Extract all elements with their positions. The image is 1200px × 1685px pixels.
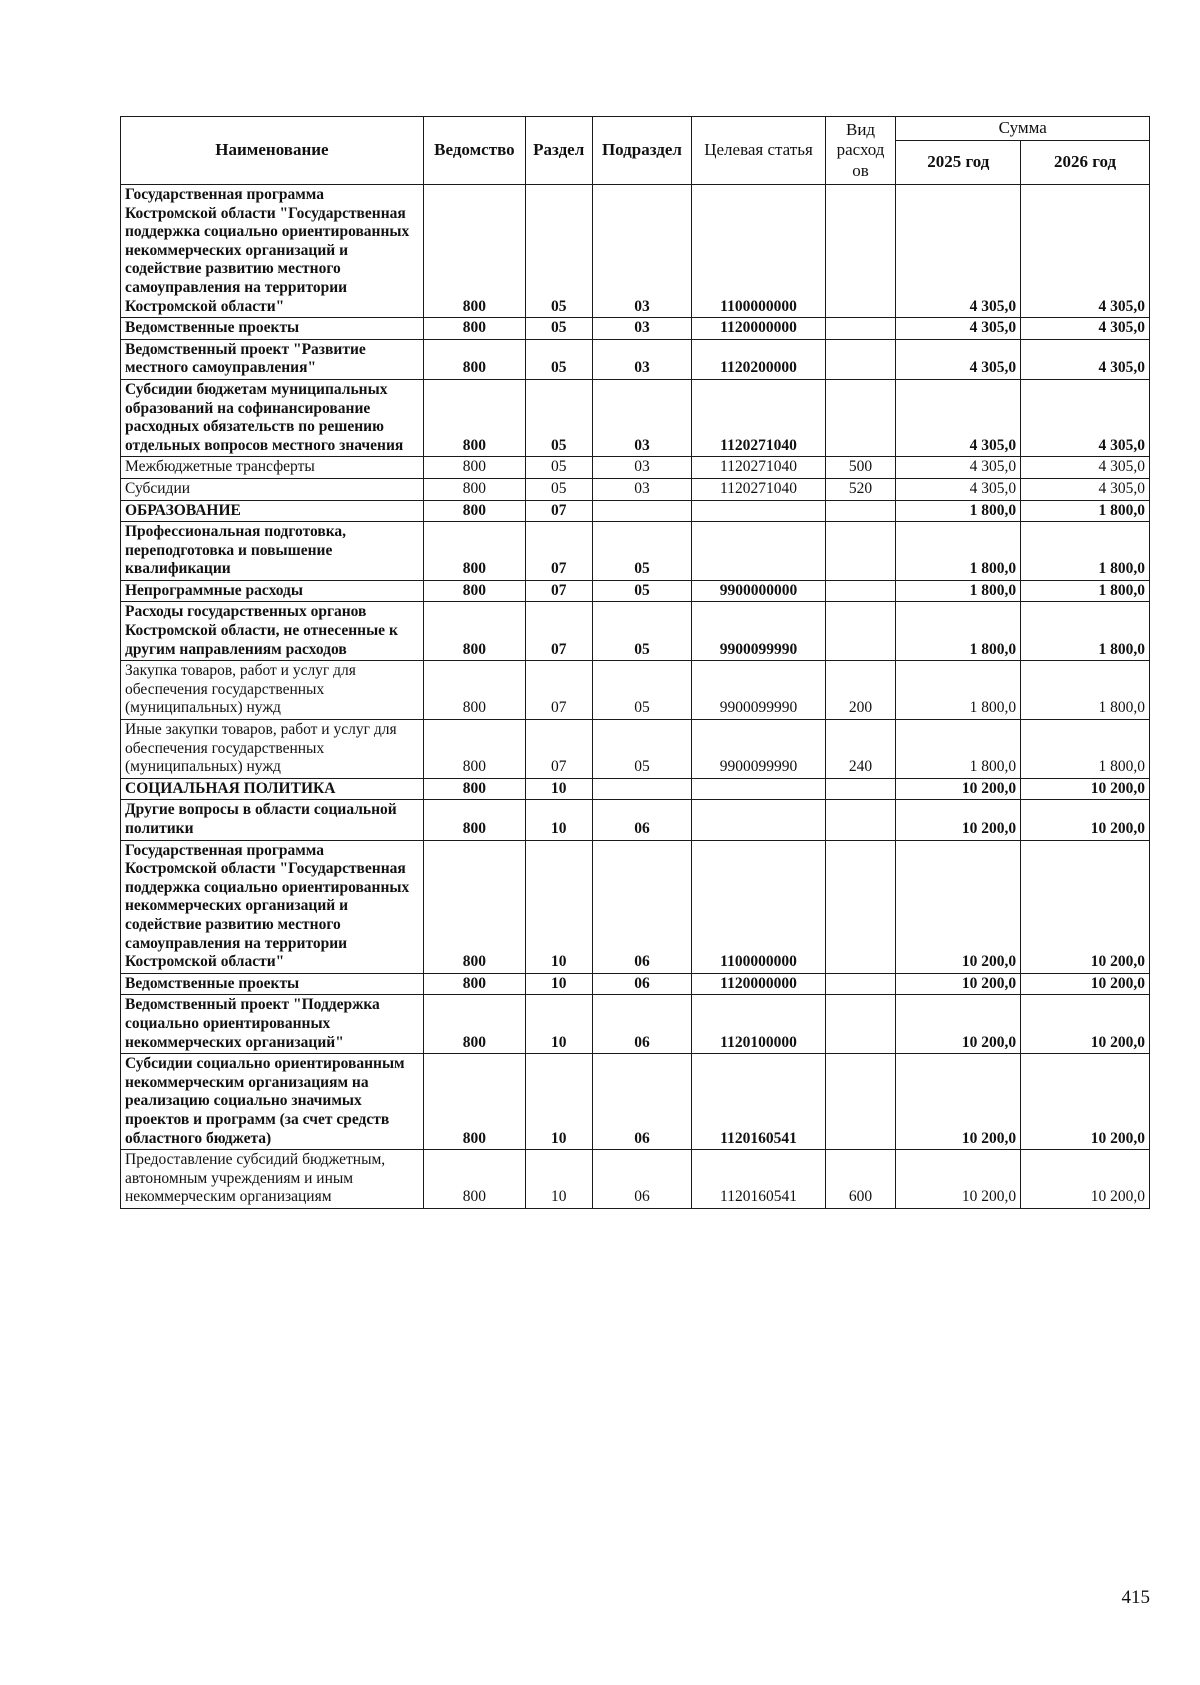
row-name: Субсидии	[121, 478, 424, 500]
header-subsection: Подраздел	[592, 117, 692, 185]
table-row	[121, 778, 1150, 800]
row-amount-2026: 4 305,0	[1021, 379, 1150, 456]
header-year-2026: 2026 год	[1021, 141, 1150, 185]
row-amount-2025: 1 800,0	[896, 522, 1021, 581]
header-section: Раздел	[525, 117, 592, 185]
row-amount-2026: 10 200,0	[1021, 1054, 1150, 1150]
row-exp-type: 240	[825, 720, 896, 779]
row-exp-type: 600	[825, 1150, 896, 1209]
row-amount-2026: 1 800,0	[1021, 500, 1150, 522]
row-exp-type	[825, 1054, 896, 1150]
row-subsection: 06	[592, 840, 692, 973]
row-section: 05	[525, 318, 592, 340]
row-name: Ведомственные проекты	[121, 973, 424, 995]
row-name: Государственная программа Костромской области "Государственная поддержка социально ориентированных некоммерческих организаций и содействие развитию местного самоуправления на территории Костромской области"	[121, 840, 424, 973]
row-exp-type	[825, 379, 896, 456]
row-amount-2025: 1 800,0	[896, 580, 1021, 602]
row-target: 1100000000	[692, 840, 825, 973]
row-section: 05	[525, 185, 592, 318]
row-amount-2026: 10 200,0	[1021, 840, 1150, 973]
row-target: 1120271040	[692, 457, 825, 479]
row-dept: 800	[423, 478, 525, 500]
row-subsection	[592, 778, 692, 800]
row-subsection: 05	[592, 661, 692, 720]
row-exp-type	[825, 500, 896, 522]
table-row	[121, 661, 1150, 720]
header-target: Целевая статья	[692, 117, 825, 185]
row-name: ОБРАЗОВАНИЕ	[121, 500, 424, 522]
row-dept: 800	[423, 840, 525, 973]
row-subsection: 03	[592, 379, 692, 456]
row-dept: 800	[423, 580, 525, 602]
row-amount-2026: 4 305,0	[1021, 339, 1150, 379]
row-name: Расходы государственных органов Костромской области, не отнесенные к другим направлениям расходов	[121, 602, 424, 661]
row-subsection: 06	[592, 1054, 692, 1150]
row-subsection: 03	[592, 339, 692, 379]
row-section: 07	[525, 522, 592, 581]
table-row	[121, 1054, 1150, 1150]
row-target: 1100000000	[692, 185, 825, 318]
row-amount-2025: 10 200,0	[896, 995, 1021, 1054]
row-target	[692, 522, 825, 581]
row-exp-type	[825, 973, 896, 995]
row-name: Ведомственный проект "Поддержка социально ориентированных некоммерческих организаций"	[121, 995, 424, 1054]
row-amount-2026: 10 200,0	[1021, 800, 1150, 840]
table-row	[121, 379, 1150, 456]
row-dept: 800	[423, 661, 525, 720]
header-sum: Сумма	[896, 117, 1150, 141]
row-amount-2026: 4 305,0	[1021, 457, 1150, 479]
row-section: 05	[525, 339, 592, 379]
row-exp-type	[825, 602, 896, 661]
row-dept: 800	[423, 339, 525, 379]
row-amount-2026: 10 200,0	[1021, 1150, 1150, 1209]
row-amount-2026: 1 800,0	[1021, 602, 1150, 661]
row-amount-2026: 4 305,0	[1021, 478, 1150, 500]
row-amount-2026: 1 800,0	[1021, 580, 1150, 602]
table-row	[121, 800, 1150, 840]
row-target: 1120100000	[692, 995, 825, 1054]
table-row	[121, 720, 1150, 779]
table-row	[121, 602, 1150, 661]
row-amount-2025: 10 200,0	[896, 778, 1021, 800]
row-target: 1120271040	[692, 478, 825, 500]
row-target	[692, 500, 825, 522]
row-amount-2025: 10 200,0	[896, 973, 1021, 995]
row-section: 07	[525, 661, 592, 720]
row-subsection: 06	[592, 973, 692, 995]
row-amount-2025: 10 200,0	[896, 800, 1021, 840]
row-name: Субсидии бюджетам муниципальных образований на софинансирование расходных обязательств по решению отдельных вопросов местного значения	[121, 379, 424, 456]
table-row	[121, 318, 1150, 340]
header-exp-type: Вид расход ов	[825, 117, 896, 185]
row-section: 10	[525, 1054, 592, 1150]
row-amount-2026: 4 305,0	[1021, 185, 1150, 318]
row-dept: 800	[423, 522, 525, 581]
row-subsection: 05	[592, 720, 692, 779]
row-target: 1120000000	[692, 973, 825, 995]
row-subsection: 06	[592, 1150, 692, 1209]
row-exp-type	[825, 840, 896, 973]
row-name: Другие вопросы в области социальной политики	[121, 800, 424, 840]
row-dept: 800	[423, 318, 525, 340]
row-exp-type	[825, 580, 896, 602]
row-name: Субсидии социально ориентированным некоммерческим организациям на реализацию социально значимых проектов и программ (за счет средств областного бюджета)	[121, 1054, 424, 1150]
table-row	[121, 995, 1150, 1054]
row-section: 10	[525, 800, 592, 840]
table-row	[121, 973, 1150, 995]
row-target: 1120160541	[692, 1054, 825, 1150]
row-subsection	[592, 500, 692, 522]
budget-table	[120, 116, 1150, 1209]
row-amount-2026: 10 200,0	[1021, 778, 1150, 800]
row-amount-2025: 4 305,0	[896, 457, 1021, 479]
row-section: 05	[525, 457, 592, 479]
row-subsection: 05	[592, 522, 692, 581]
table-row	[121, 840, 1150, 973]
header-year-2025: 2025 год	[896, 141, 1021, 185]
row-section: 10	[525, 995, 592, 1054]
row-subsection: 06	[592, 800, 692, 840]
row-section: 07	[525, 580, 592, 602]
row-dept: 800	[423, 800, 525, 840]
row-name: Государственная программа Костромской области "Государственная поддержка социально ориентированных некоммерческих организаций и содействие развитию местного самоуправления на территории Костромской области"	[121, 185, 424, 318]
row-section: 05	[525, 379, 592, 456]
row-amount-2026: 1 800,0	[1021, 522, 1150, 581]
header-name: Наименование	[121, 117, 424, 185]
table-body	[121, 185, 1150, 1209]
row-section: 07	[525, 602, 592, 661]
page-number: 415	[1121, 1587, 1150, 1608]
table-row	[121, 580, 1150, 602]
row-target: 1120160541	[692, 1150, 825, 1209]
row-exp-type: 200	[825, 661, 896, 720]
row-dept: 800	[423, 500, 525, 522]
row-name: Предоставление субсидий бюджетным, автономным учреждениям и иным некоммерческим организациям	[121, 1150, 424, 1209]
table-row	[121, 185, 1150, 318]
row-target: 9900099990	[692, 602, 825, 661]
row-name: Ведомственный проект "Развитие местного самоуправления"	[121, 339, 424, 379]
row-exp-type	[825, 339, 896, 379]
row-subsection: 03	[592, 318, 692, 340]
row-section: 07	[525, 500, 592, 522]
row-dept: 800	[423, 720, 525, 779]
row-exp-type	[825, 185, 896, 318]
row-exp-type: 520	[825, 478, 896, 500]
row-target: 1120200000	[692, 339, 825, 379]
row-target	[692, 800, 825, 840]
row-subsection: 05	[592, 602, 692, 661]
row-section: 10	[525, 973, 592, 995]
row-subsection: 03	[592, 478, 692, 500]
row-subsection: 03	[592, 457, 692, 479]
row-name: Закупка товаров, работ и услуг для обеспечения государственных (муниципальных) нужд	[121, 661, 424, 720]
row-exp-type	[825, 778, 896, 800]
row-name: Профессиональная подготовка, переподготовка и повышение квалификации	[121, 522, 424, 581]
row-amount-2025: 4 305,0	[896, 185, 1021, 318]
row-name: Иные закупки товаров, работ и услуг для обеспечения государственных (муниципальных) нужд	[121, 720, 424, 779]
row-name: Непрограммные расходы	[121, 580, 424, 602]
row-dept: 800	[423, 602, 525, 661]
row-amount-2025: 4 305,0	[896, 318, 1021, 340]
row-name: Ведомственные проекты	[121, 318, 424, 340]
table-row	[121, 1150, 1150, 1209]
row-section: 05	[525, 478, 592, 500]
table-row	[121, 500, 1150, 522]
row-target: 9900099990	[692, 720, 825, 779]
row-name: Межбюджетные трансферты	[121, 457, 424, 479]
table-row	[121, 339, 1150, 379]
row-subsection: 05	[592, 580, 692, 602]
row-amount-2025: 1 800,0	[896, 500, 1021, 522]
row-amount-2025: 4 305,0	[896, 478, 1021, 500]
row-target: 1120000000	[692, 318, 825, 340]
row-section: 07	[525, 720, 592, 779]
row-amount-2026: 1 800,0	[1021, 661, 1150, 720]
row-amount-2025: 1 800,0	[896, 602, 1021, 661]
row-target: 9900099990	[692, 661, 825, 720]
row-amount-2026: 10 200,0	[1021, 973, 1150, 995]
row-name: СОЦИАЛЬНАЯ ПОЛИТИКА	[121, 778, 424, 800]
row-amount-2025: 1 800,0	[896, 720, 1021, 779]
row-dept: 800	[423, 457, 525, 479]
row-section: 10	[525, 840, 592, 973]
row-section: 10	[525, 1150, 592, 1209]
row-dept: 800	[423, 379, 525, 456]
table-row	[121, 522, 1150, 581]
row-amount-2026: 4 305,0	[1021, 318, 1150, 340]
row-dept: 800	[423, 778, 525, 800]
row-dept: 800	[423, 1054, 525, 1150]
row-dept: 800	[423, 973, 525, 995]
row-exp-type	[825, 522, 896, 581]
row-amount-2025: 4 305,0	[896, 379, 1021, 456]
row-section: 10	[525, 778, 592, 800]
row-amount-2025: 4 305,0	[896, 339, 1021, 379]
row-amount-2025: 10 200,0	[896, 1150, 1021, 1209]
row-target	[692, 778, 825, 800]
row-target: 9900000000	[692, 580, 825, 602]
row-subsection: 06	[592, 995, 692, 1054]
row-amount-2025: 1 800,0	[896, 661, 1021, 720]
row-dept: 800	[423, 1150, 525, 1209]
row-target: 1120271040	[692, 379, 825, 456]
row-exp-type	[825, 800, 896, 840]
row-amount-2026: 10 200,0	[1021, 995, 1150, 1054]
row-exp-type	[825, 318, 896, 340]
row-subsection: 03	[592, 185, 692, 318]
row-amount-2025: 10 200,0	[896, 1054, 1021, 1150]
table-row	[121, 457, 1150, 479]
table-row	[121, 478, 1150, 500]
row-exp-type: 500	[825, 457, 896, 479]
row-dept: 800	[423, 995, 525, 1054]
row-amount-2026: 1 800,0	[1021, 720, 1150, 779]
row-exp-type	[825, 995, 896, 1054]
row-dept: 800	[423, 185, 525, 318]
header-dept: Ведомство	[423, 117, 525, 185]
row-amount-2025: 10 200,0	[896, 840, 1021, 973]
